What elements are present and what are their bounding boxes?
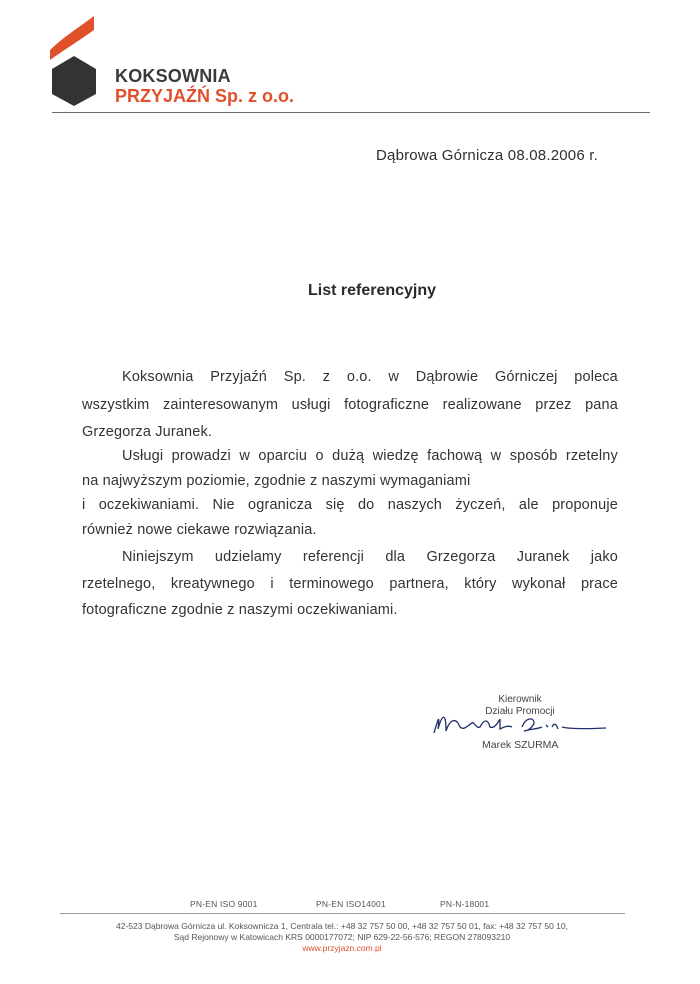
body-line: wszystkim zainteresowanym usługi fotograficzne realizowane przez pana xyxy=(82,397,618,413)
body-line: Niniejszym udzielamy referencji dla Grzegorza Juranek jako xyxy=(122,549,618,565)
footer-registry: Sąd Rejonowy w Katowicach KRS 0000177072; NIP 629-22-56-576; REGON 278093210 xyxy=(173,932,511,942)
body-line: również nowe ciekawe rozwiązania. xyxy=(82,522,317,538)
signatory-role: Kierownik xyxy=(498,694,542,705)
body-line: i oczekiwaniami. Nie ogranicza się do naszych życzeń, ale proponuje xyxy=(82,497,618,513)
company-name-suffix: PRZYJAŹŃ Sp. z o.o. xyxy=(115,86,295,106)
body-line: rzetelnego, kreatywnego i terminowego partnera, który wykonał prace xyxy=(82,576,618,592)
signatory-department: Działu Promocji xyxy=(485,706,555,717)
footer-address: 42-523 Dąbrowa Górnicza ul. Koksownicza 1, Centrala tel.: +48 32 757 50 00, +48 32 757 50 01, fax: +48 32 757 50 10, xyxy=(116,921,568,931)
certification-badge: PN-EN ISO 9001 xyxy=(190,899,258,909)
letter-title: List referencyjny xyxy=(307,282,437,299)
footer-website-link[interactable]: www.przyjazn.com.pl xyxy=(302,943,382,953)
body-line: Grzegorza Juranek. xyxy=(82,424,213,440)
header-divider xyxy=(52,112,650,113)
body-line: na najwyższym poziomie, zgodnie z naszymi wymaganiami xyxy=(82,473,471,489)
certification-badge: PN-EN ISO14001 xyxy=(316,899,386,909)
letter-date: Dąbrowa Górnicza 08.08.2006 r. xyxy=(376,147,598,164)
body-line: fotograficzne zgodnie z naszymi oczekiwaniami. xyxy=(82,602,398,618)
coke-hexagon-logo-icon xyxy=(48,14,100,108)
body-line: Koksownia Przyjaźń Sp. z o.o. w Dąbrowie Górniczej poleca xyxy=(122,369,618,385)
signatory-name: Marek SZURMA xyxy=(482,739,559,751)
certification-badge: PN-N-18001 xyxy=(440,899,490,909)
footer-divider xyxy=(60,913,625,914)
body-line: Usługi prowadzi w oparciu o dużą wiedzę fachową w sposób rzetelny xyxy=(122,448,618,464)
company-name: KOKSOWNIA xyxy=(115,66,231,86)
